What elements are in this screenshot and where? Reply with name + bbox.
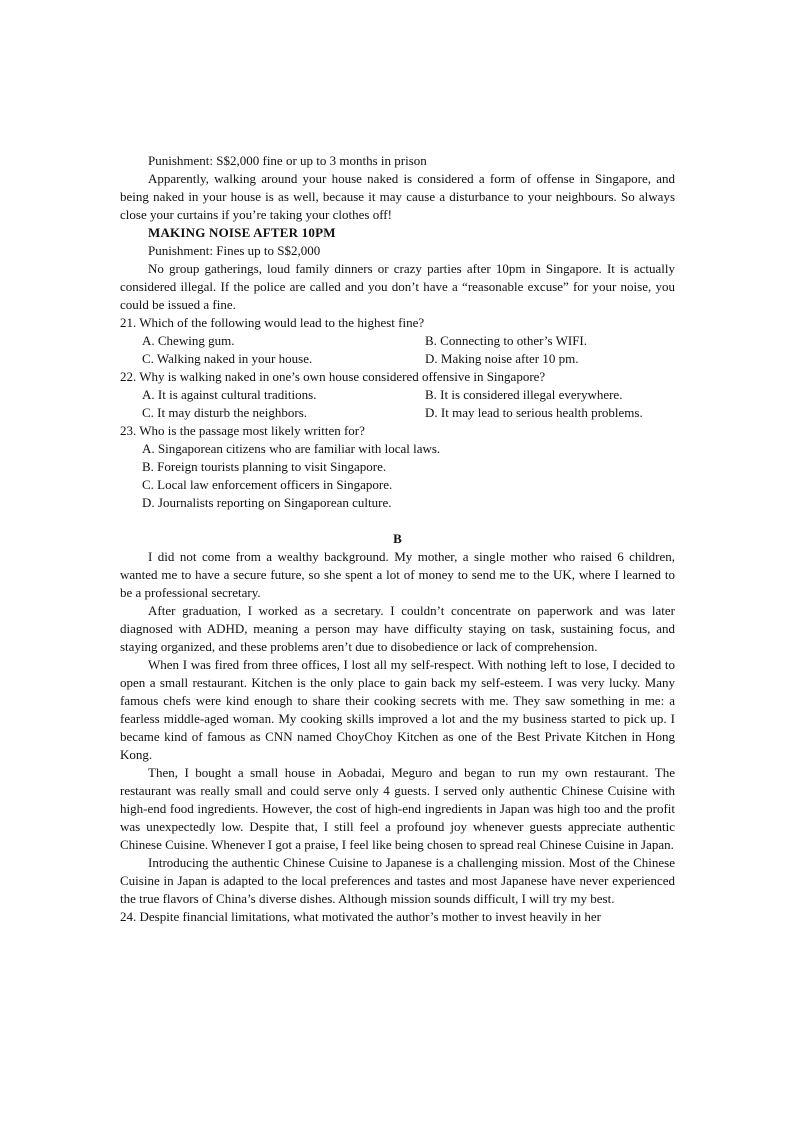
question-21-option-d: D. Making noise after 10 pm. bbox=[425, 351, 579, 366]
section-b-paragraph-3: When I was fired from three offices, I lost all my self-respect. With nothing left to lose, I decided to open a small restaurant. Kitchen is the only place to gain back my self-esteem. I was very lucky. Many famous chefs were kind enough to share their cooking secrets with me. They saw something in me: a fearless middle-aged woman. My cooking skills improved a lot and the my business started to pick up. I became kind of famous as CNN named ChoyChoy Kitchen as one of the Best Private Kitchen in Hong Kong. bbox=[120, 657, 675, 762]
question-22-stem: 22. Why is walking naked in one’s own house considered offensive in Singapore? bbox=[120, 369, 546, 384]
heading-noise: MAKING NOISE AFTER 10PM bbox=[148, 225, 336, 240]
question-22 bbox=[120, 368, 675, 422]
question-23-option-b: B. Foreign tourists planning to visit Singapore. bbox=[142, 459, 387, 474]
question-21-option-a: A. Chewing gum. bbox=[142, 333, 235, 348]
question-24-stem: 24. Despite financial limitations, what motivated the author’s mother to invest heavily in her bbox=[120, 909, 602, 924]
paragraph-naked: Apparently, walking around your house naked is considered a form of offense in Singapore, and being naked in your house is as well, because it may cause a disturbance to your neighbours. So always close your curtains if you’re taking your clothes off! bbox=[120, 171, 675, 222]
question-21 bbox=[120, 314, 675, 368]
question-21-option-b: B. Connecting to other’s WIFI. bbox=[425, 333, 588, 348]
question-22-option-d: D. It may lead to serious health problems. bbox=[425, 405, 643, 420]
section-b-title: B bbox=[393, 531, 402, 546]
section-b-paragraph-4: Then, I bought a small house in Aobadai, Meguro and began to run my own restaurant. The restaurant was really small and could serve only 4 guests. I served only authentic Chinese Cuisine with high-end food ingredients. However, the cost of high-end ingredients in Japan was high too and the profit was unexpectedly low. Despite that, I still feel a profound joy whenever guests appreciate authentic Chinese Cuisine. Whenever I got a praise, I feel like being chosen to spread real Chinese Cuisine in Japan. bbox=[120, 765, 675, 852]
question-21-stem: 21. Which of the following would lead to the highest fine? bbox=[120, 315, 425, 330]
section-b-paragraph-1: I did not come from a wealthy background. My mother, a single mother who raised 6 children, wanted me to have a secure future, so she spent a lot of money to send me to the UK, where I learned to be a professional secretary. bbox=[120, 549, 675, 600]
question-23-option-c: C. Local law enforcement officers in Singapore. bbox=[142, 477, 393, 492]
question-23 bbox=[120, 422, 675, 512]
section-b-paragraph-2: After graduation, I worked as a secretary. I couldn’t concentrate on paperwork and was later diagnosed with ADHD, meaning a person may have difficulty staying on task, sustaining focus, and staying organized, and these problems aren’t due to disobedience or lack of comprehension. bbox=[120, 603, 675, 654]
question-22-option-b: B. It is considered illegal everywhere. bbox=[425, 387, 623, 402]
question-22-row-1 bbox=[120, 386, 675, 404]
question-22-option-a: A. It is against cultural traditions. bbox=[142, 387, 317, 402]
question-23-stem: 23. Who is the passage most likely written for? bbox=[120, 423, 365, 438]
question-22-option-c: C. It may disturb the neighbors. bbox=[142, 405, 308, 420]
paragraph-noise: No group gatherings, loud family dinners or crazy parties after 10pm in Singapore. It is actually considered illegal. If the police are called and you don’t have a “reasonable excuse” for your noise, you could be issued a fine. bbox=[120, 261, 675, 312]
question-21-row-2 bbox=[120, 350, 675, 368]
question-21-option-c: C. Walking naked in your house. bbox=[142, 351, 313, 366]
question-22-row-2 bbox=[120, 404, 675, 422]
document-page bbox=[120, 152, 675, 926]
punishment-noise: Punishment: Fines up to S$2,000 bbox=[148, 243, 321, 258]
punishment-naked: Punishment: S$2,000 fine or up to 3 months in prison bbox=[148, 153, 427, 168]
section-b-paragraph-5: Introducing the authentic Chinese Cuisine to Japanese is a challenging mission. Most of the Chinese Cuisine in Japan is adapted to the local preferences and tastes and most Japanese have never experienced the true flavors of China’s diverse dishes. Although mission sounds difficult, I will try my best. bbox=[120, 855, 675, 906]
question-23-option-d: D. Journalists reporting on Singaporean culture. bbox=[142, 495, 392, 510]
question-21-row-1 bbox=[120, 332, 675, 350]
question-23-option-a: A. Singaporean citizens who are familiar with local laws. bbox=[142, 441, 441, 456]
